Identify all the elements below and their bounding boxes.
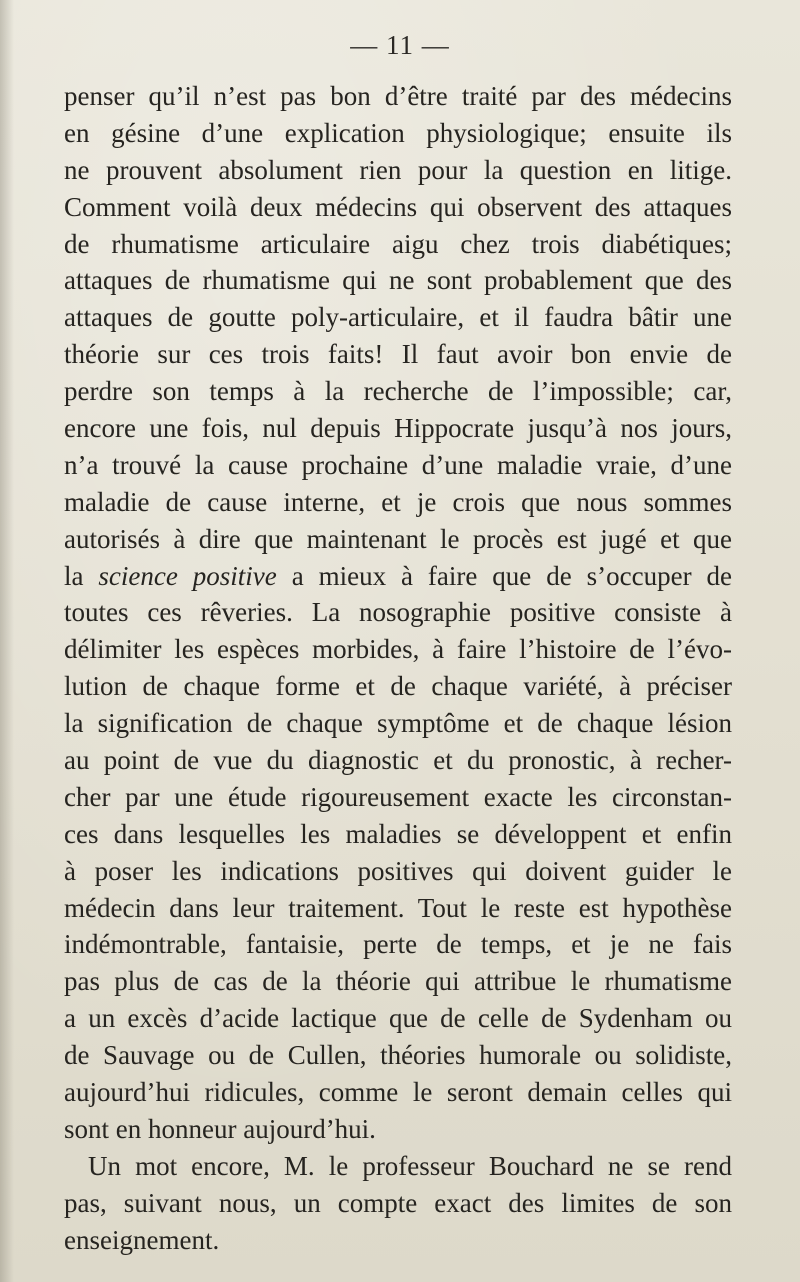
text-line: indémontrable, fantaisie, perte de temps, et je ne fais [64, 929, 732, 960]
text-line: n’a trouvé la cause prochaine d’une maladie vraie, d’une [64, 449, 732, 480]
italic-phrase: science positive [98, 560, 277, 591]
text-line: délimiter les espèces morbides, à faire l’histoire de l’évo- [64, 634, 732, 665]
page-number: — 11 — [350, 30, 450, 60]
text-line: enseignement. [64, 1224, 220, 1255]
text-line: perdre son temps à la recherche de l’impossible; car, [64, 376, 732, 407]
text-line: à poser les indications positives qui doivent guider le [64, 855, 732, 886]
text-line: attaques de rhumatisme qui ne sont probablement que des [64, 265, 732, 296]
text-line: pas, suivant nous, un compte exact des limites de son [64, 1187, 732, 1218]
text-line: toutes ces rêveries. La nosographie positive consiste à [64, 597, 732, 628]
page-edge-shadow [0, 0, 14, 1282]
text-line: autorisés à dire que maintenant le procès est jugé et que [64, 523, 732, 554]
text-line: penser qu’il n’est pas bon d’être traité par des médecins [64, 81, 732, 111]
text-line: au point de vue du diagnostic et du pronostic, à recher- [64, 745, 732, 776]
text-line: de Sauvage ou de Cullen, théories humorale ou solidiste, [64, 1040, 732, 1071]
text-line: sont en honneur aujourd’hui. [64, 1113, 376, 1144]
text-line: théorie sur ces trois faits! Il faut avoir bon envie de [64, 339, 732, 370]
body-text [64, 78, 732, 1259]
text-line: lution de chaque forme et de chaque variété, à préciser [64, 671, 732, 702]
text-line: Comment voilà deux médecins qui observent des attaques [64, 191, 732, 222]
text-line-with-italic [64, 558, 732, 595]
text-line: attaques de goutte poly-articulaire, et il faudra bâtir une [64, 302, 732, 333]
text-line: cher par une étude rigoureusement exacte les circonstan- [64, 781, 732, 812]
text-fragment: la [64, 560, 99, 591]
text-line: médecin dans leur traitement. Tout le reste est hypothèse [64, 892, 732, 923]
text-line: Un mot encore, M. le professeur Bouchard ne se rend [88, 1150, 732, 1181]
text-line: en gésine d’une explication physiologique; ensuite ils [64, 117, 732, 148]
text-line: a un excès d’acide lactique que de celle de Sydenham ou [64, 1003, 732, 1034]
text-fragment: a mieux à faire que de s’occuper de [276, 560, 732, 591]
text-line: maladie de cause interne, et je crois que nous sommes [64, 486, 732, 517]
text-line: la signification de chaque symptôme et de chaque lésion [64, 708, 732, 739]
text-line: ne prouvent absolument rien pour la question en litige. [64, 154, 732, 185]
text-line: encore une fois, nul depuis Hippocrate jusqu’à nos jours, [64, 413, 732, 444]
text-line: de rhumatisme articulaire aigu chez trois diabétiques; [64, 228, 732, 259]
text-line: ces dans lesquelles les maladies se développent et enfin [64, 818, 732, 849]
text-line: aujourd’hui ridicules, comme le seront demain celles qui [64, 1077, 732, 1108]
text-line: pas plus de cas de la théorie qui attribue le rhumatisme [64, 966, 732, 997]
